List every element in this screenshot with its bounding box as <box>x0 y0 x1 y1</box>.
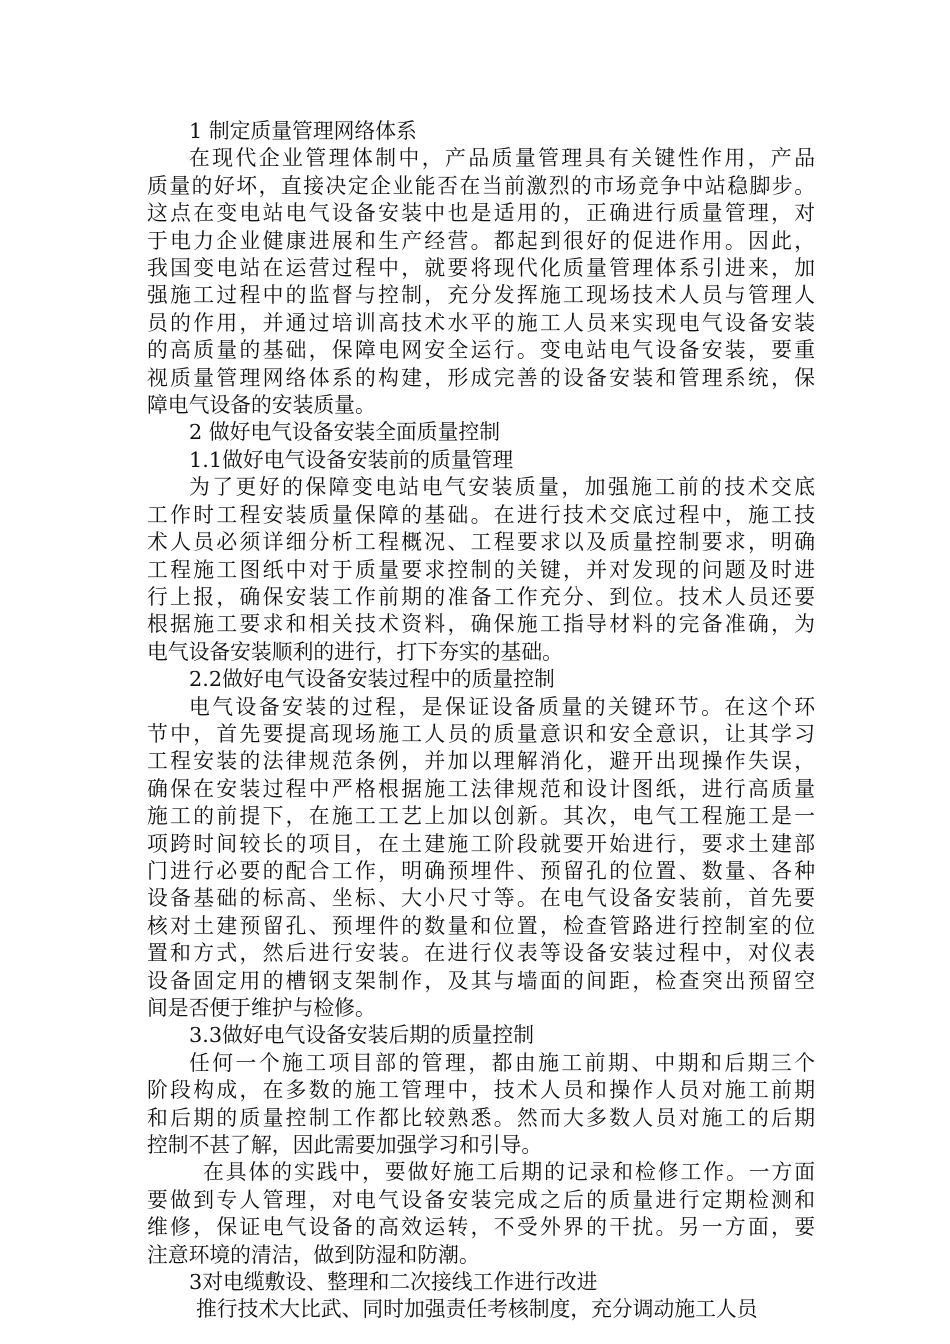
paragraph-line: 障电气设备的安装质量。 <box>147 393 376 418</box>
paragraph-line: 员的作用，并通过培训高技术水平的施工人员来实现电气设备安装 <box>147 310 815 335</box>
paragraph-line: 节中，首先要提高现场施工人员的质量意识和安全意识，让其学习 <box>147 721 815 746</box>
paragraph <box>147 1296 815 1323</box>
paragraph <box>147 474 815 666</box>
paragraph-line: 项跨时间较长的项目，在土建施工阶段就要开始进行，要求土建部 <box>147 831 815 856</box>
paragraph-line: 工作时工程安装质量保障的基础。在进行技术交底过程中，施工技 <box>147 502 815 527</box>
section-s2 <box>147 419 815 446</box>
section-s3 <box>147 1269 815 1324</box>
paragraph-line: 在具体的实践中，要做好施工后期的记录和检修工作。一方面 <box>203 1160 815 1185</box>
paragraph <box>147 694 815 1023</box>
paragraph-line: 电气设备安装的过程，是保证设备质量的关键环节。在这个环 <box>189 694 815 719</box>
paragraph-line: 推行技术大比武、同时加强责任考核制度，充分调动施工人员 <box>196 1297 758 1322</box>
section-heading: 3对电缆敷设、整理和二次接线工作进行改进 <box>189 1270 598 1295</box>
paragraph-line: 于电力企业健康进展和生产经营。都起到很好的促进作用。因此， <box>147 228 815 253</box>
paragraph-line: 阶段构成，在多数的施工管理中，技术人员和操作人员对施工前期 <box>147 1078 815 1103</box>
paragraph-line: 的高质量的基础，保障电网安全运行。变电站电气设备安装，要重 <box>147 338 815 363</box>
paragraph <box>147 145 815 419</box>
paragraph <box>147 1050 815 1160</box>
paragraph-line: 维修，保证电气设备的高效运转，不受外界的干扰。另一方面，要 <box>147 1215 815 1240</box>
paragraph-line: 根据施工要求和相关技术资料，确保施工指导材料的完备准确，为 <box>147 612 815 637</box>
paragraph-line: 确保在安装过程中严格根据施工法律规范和设计图纸，进行高质量 <box>147 776 815 801</box>
paragraph-line: 术人员必须详细分析工程概况、工程要求以及质量控制要求，明确 <box>147 530 815 555</box>
paragraph-line: 这点在变电站电气设备安装中也是适用的，正确进行质量管理，对 <box>147 201 815 226</box>
paragraph-line: 我国变电站在运营过程中，就要将现代化质量管理体系引进来，加 <box>147 256 815 281</box>
paragraph-line: 控制不甚了解，因此需要加强学习和引导。 <box>147 1133 543 1158</box>
paragraph-line: 间是否便于维护与检修。 <box>147 996 376 1020</box>
paragraph <box>147 1159 815 1269</box>
paragraph-line: 任何一个施工项目部的管理，都由施工前期、中期和后期三个 <box>189 1050 815 1075</box>
section-s2-1 <box>147 447 815 666</box>
paragraph-line: 施工的前提下，在施工工艺上加以创新。其次，电气工程施工是一 <box>147 804 815 829</box>
paragraph-line: 质量的好坏，直接决定企业能否在当前激烈的市场竞争中站稳脚步。 <box>147 173 815 198</box>
paragraph-line: 要做到专人管理，对电气设备安装完成之后的质量进行定期检测和 <box>147 1187 815 1212</box>
section-heading: 3.3做好电气设备安装后期的质量控制 <box>189 1023 535 1048</box>
paragraph-line: 为了更好的保障变电站电气安装质量，加强施工前的技术交底 <box>189 475 815 500</box>
paragraph-line: 视质量管理网络体系的构建，形成完善的设备安装和管理系统，保 <box>147 365 815 390</box>
paragraph-line: 工程安装的法律规范条例，并加以理解消化，避开出现操作失误， <box>147 749 815 774</box>
paragraph-line: 在现代企业管理体制中，产品质量管理具有关键性作用，产品 <box>189 146 815 171</box>
section-heading: 1.1做好电气设备安装前的质量管理 <box>189 447 514 472</box>
section-heading: 2 做好电气设备安装全面质量控制 <box>189 420 500 445</box>
paragraph-line: 和后期的质量控制工作都比较熟悉。然而大多数人员对施工的后期 <box>147 1105 815 1130</box>
section-s2-2 <box>147 666 815 1022</box>
paragraph-line: 行上报，确保安装工作前期的准备工作充分、到位。技术人员还要 <box>147 584 815 609</box>
paragraph-line: 电气设备安装顺利的进行，打下夯实的基础。 <box>147 639 563 664</box>
document-page <box>147 118 815 1324</box>
section-heading: 2.2做好电气设备安装过程中的质量控制 <box>189 667 555 692</box>
section-s2-3 <box>147 1022 815 1269</box>
paragraph-line: 门进行必要的配合工作，明确预埋件、预留孔的位置、数量、各种 <box>147 858 815 883</box>
section-s1 <box>147 118 815 419</box>
paragraph-line: 核对土建预留孔、预埋件的数量和位置，检查管路进行控制室的位 <box>147 913 815 938</box>
paragraph-line: 强施工过程中的监督与控制，充分发挥施工现场技术人员与管理人 <box>147 283 815 308</box>
section-heading: 1 制定质量管理网络体系 <box>189 119 417 143</box>
paragraph-line: 注意环境的清洁，做到防湿和防潮。 <box>147 1242 480 1267</box>
paragraph-line: 置和方式，然后进行安装。在进行仪表等设备安装过程中，对仪表 <box>147 941 815 966</box>
paragraph-line: 设备固定用的槽钢支架制作，及其与墙面的间距，检查突出预留空 <box>147 968 815 993</box>
paragraph-line: 工程施工图纸中对于质量要求控制的关键，并对发现的问题及时进 <box>147 557 815 582</box>
paragraph-line: 设备基础的标高、坐标、大小尺寸等。在电气设备安装前，首先要 <box>147 886 815 911</box>
